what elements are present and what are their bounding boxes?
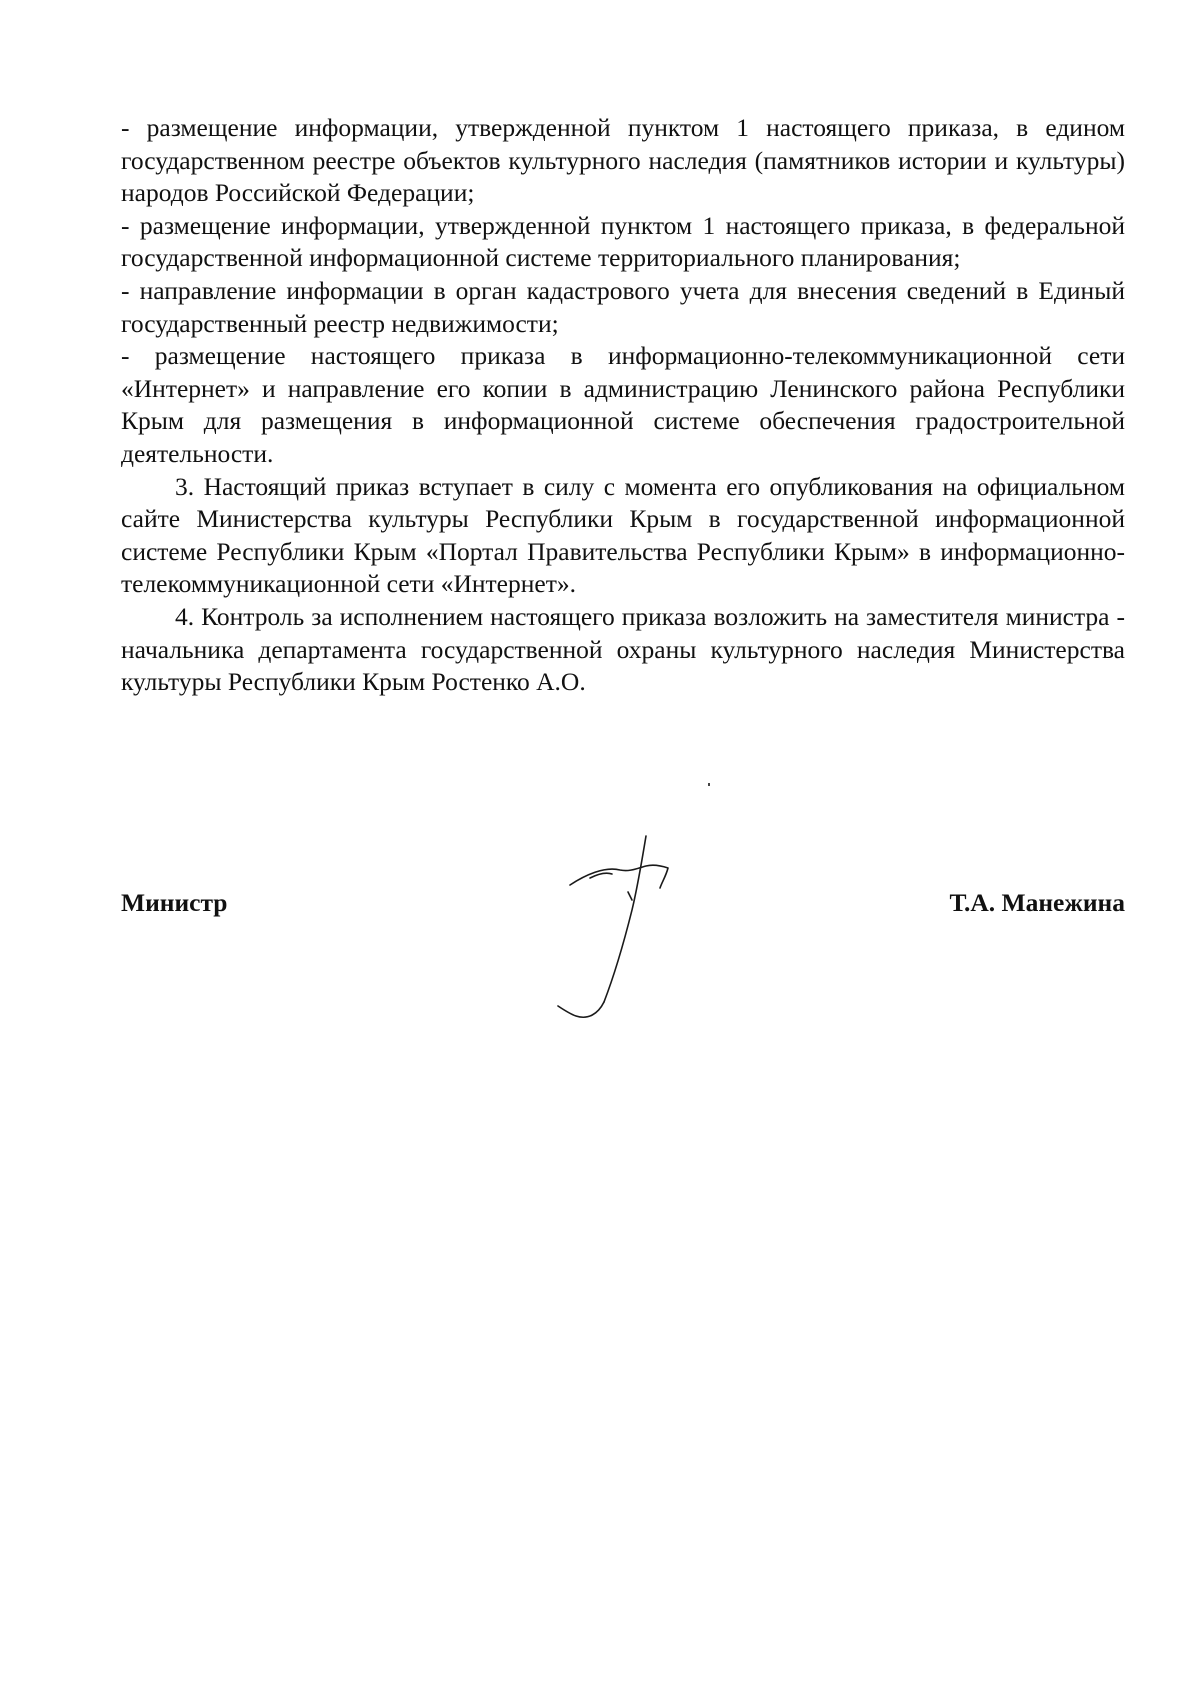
document-body bbox=[121, 112, 1125, 699]
signatory-title: Министр bbox=[121, 888, 228, 917]
scan-speck bbox=[708, 783, 710, 786]
handwritten-signature bbox=[550, 830, 710, 1030]
paragraph-bullet-1: - размещение информации, утвержденной пунктом 1 настоящего приказа, в едином государственном реестре объектов культурного наследия (памятников истории и культуры) народов Российской Федерации; bbox=[121, 113, 1125, 208]
paragraph-bullet-2: - размещение информации, утвержденной пунктом 1 настоящего приказа, в федеральной государственной информационной системе территориального планирования; bbox=[121, 210, 1125, 273]
paragraph-bullet-3: - направление информации в орган кадастрового учета для внесения сведений в Единый государственный реестр недвижимости; bbox=[121, 275, 1125, 338]
paragraph-item-3: 3. Настоящий приказ вступает в силу с момента его опубликования на официальном сайте Министерства культуры Республики Крым в государственной информационной системе Республики Крым «Портал Правительства Республики Крым» в информационно-телекоммуникационной сети «Интернет». bbox=[121, 471, 1125, 599]
signatory-name: Т.А. Манежина bbox=[949, 888, 1125, 917]
paragraph-bullet-4: - размещение настоящего приказа в информационно-телекоммуникационной сети «Интернет» и направление его копии в администрацию Ленинского района Республики Крым для размещения в информационной системе обеспечения градостроительной деятельности. bbox=[121, 341, 1125, 468]
paragraph-item-4: 4. Контроль за исполнением настоящего приказа возложить на заместителя министра - начальника департамента государственной охраны культурного наследия Министерства культуры Республики Крым Ростенко А.О. bbox=[121, 601, 1125, 697]
